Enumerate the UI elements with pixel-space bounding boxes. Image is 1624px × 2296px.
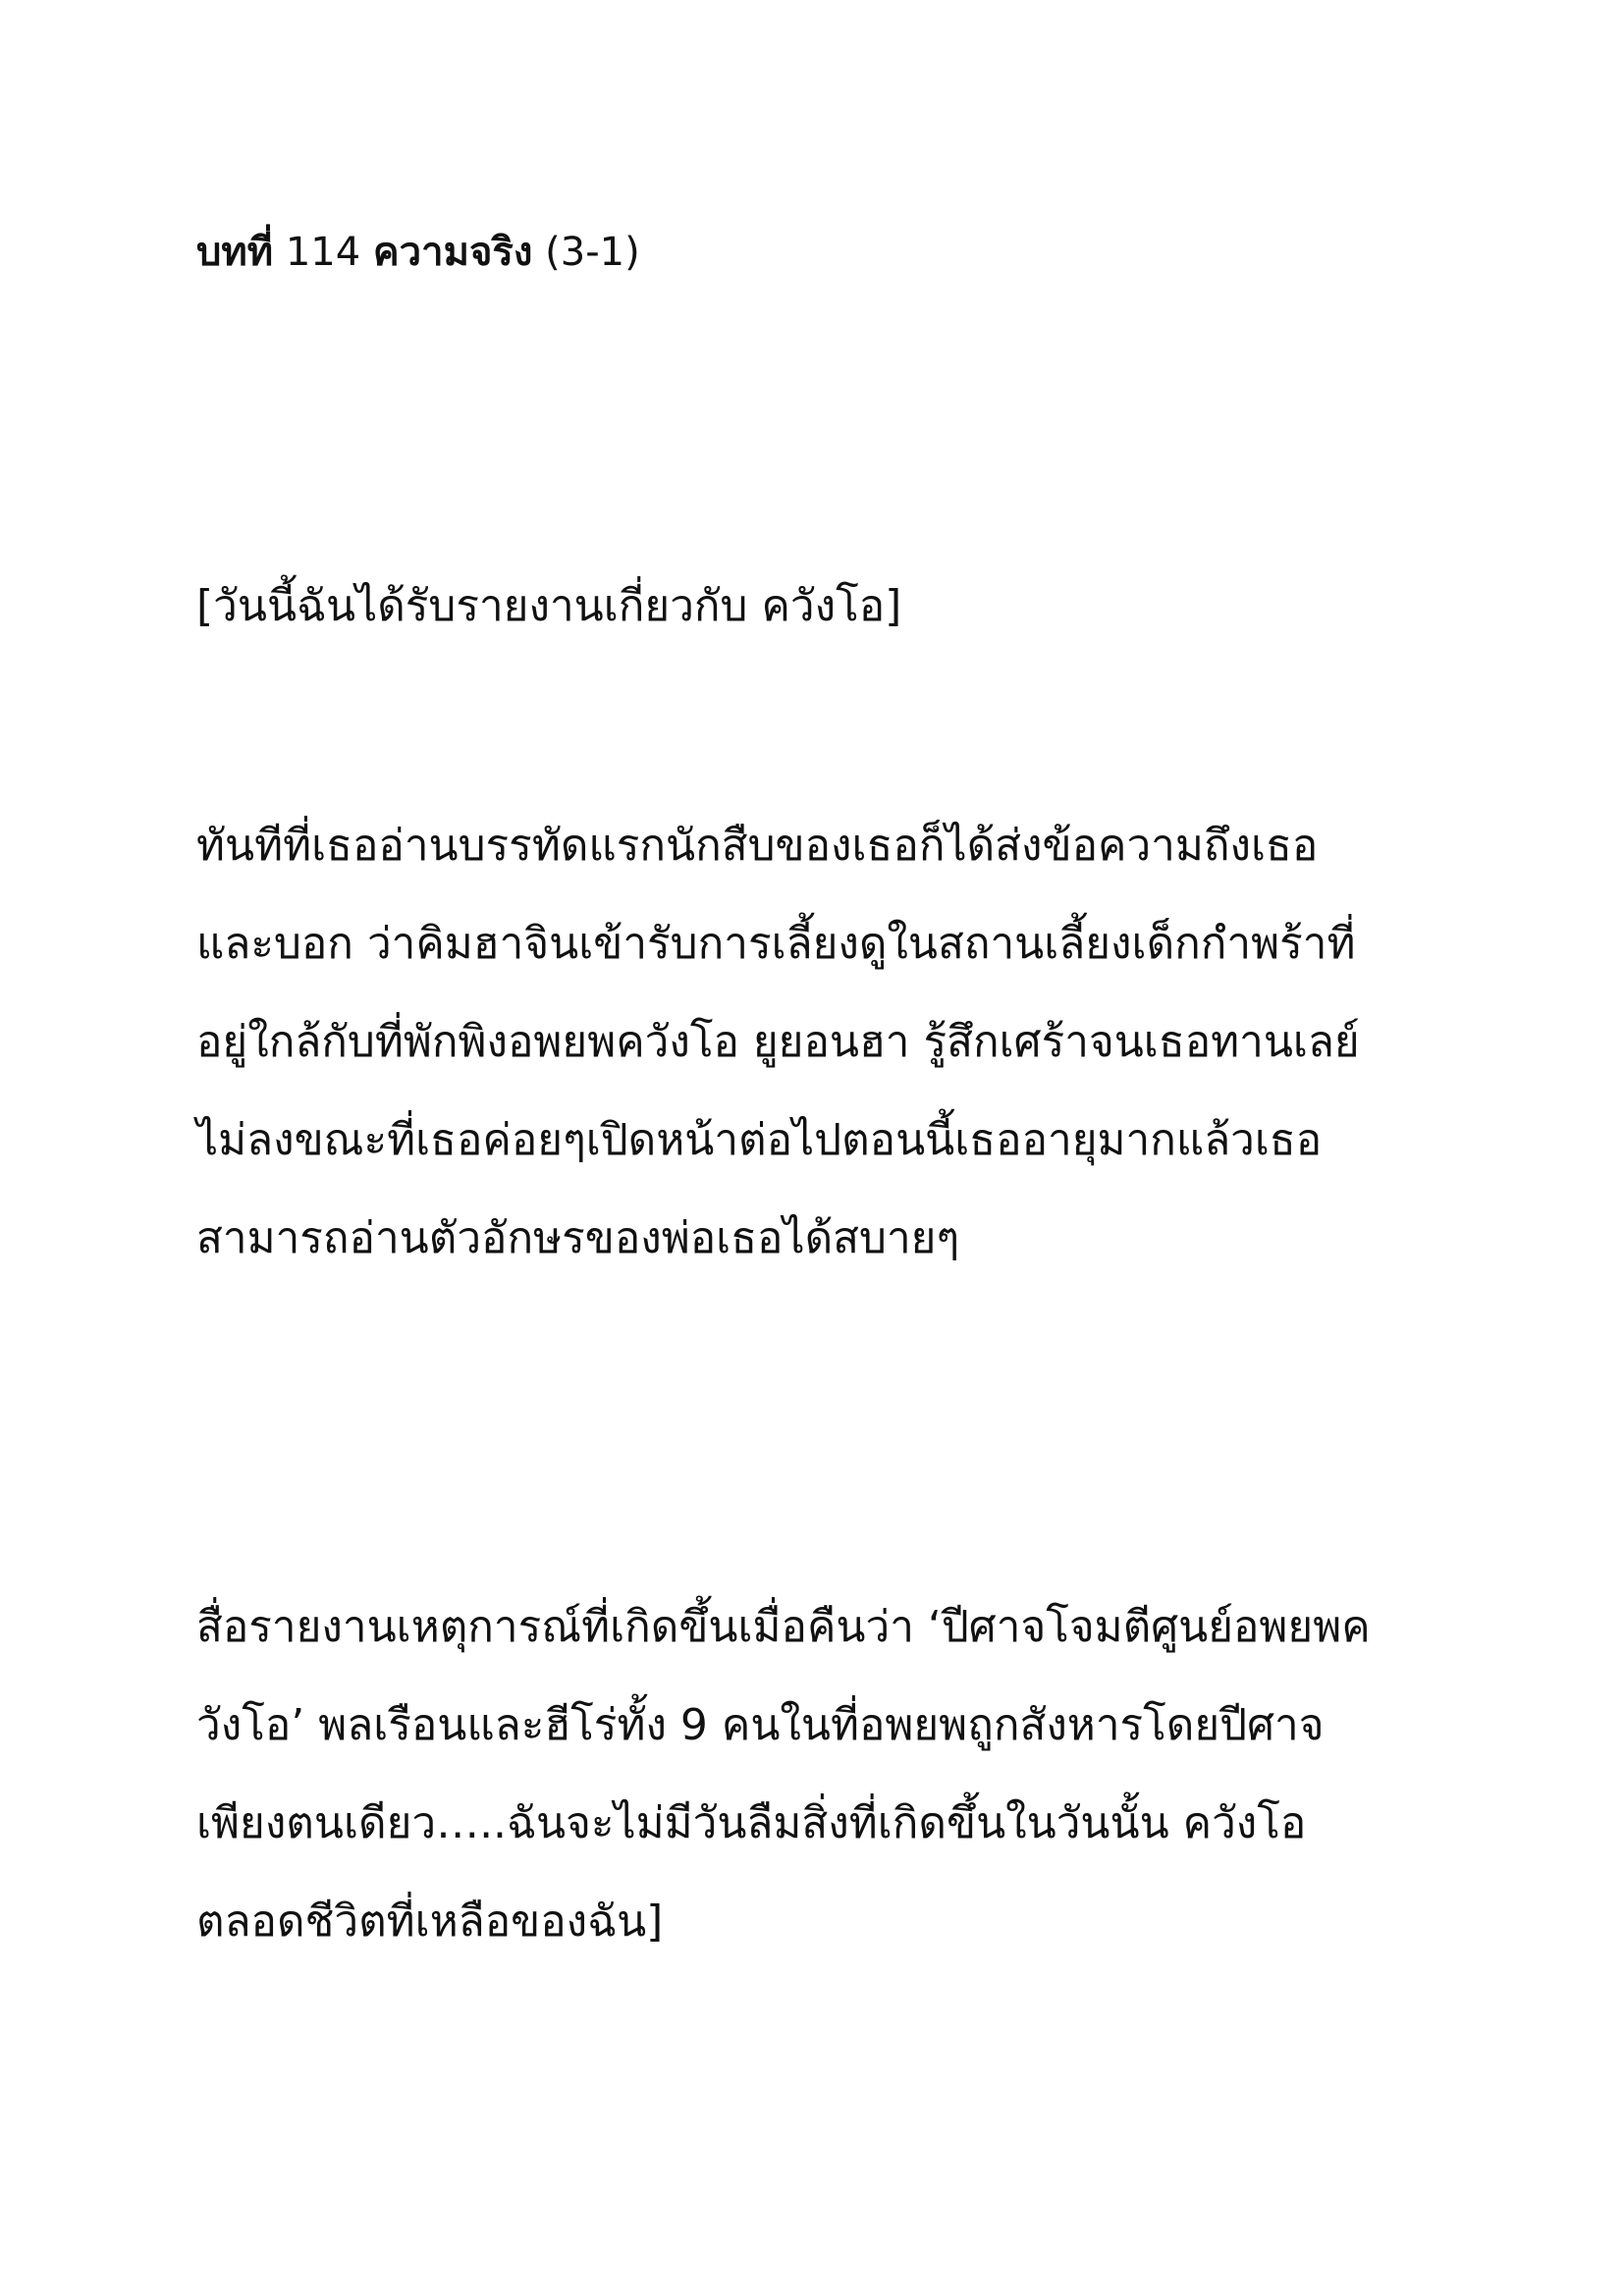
chapter-part: (3-1) (545, 230, 640, 275)
paragraph-line: ไม่ลงขณะที่เธอค่อยๆเปิดหน้าต่อไปตอนนี้เธออายุมากแล้วเธอ (196, 1115, 1323, 1165)
paragraph-line: และบอก ว่าคิมฮาจินเข้ารับการเลี้ยงดูในสถานเลี้ยงเด็กกำพร้าที่ (196, 919, 1356, 969)
paragraph-line: เพียงตนเดียว…..ฉันจะไม่มีวันลืมสิ่งที่เกิดขึ้นในวันนั้น ควังโอ (196, 1798, 1307, 1848)
paragraph-line: สามารถอ่านตัวอักษรของพ่อเธอได้สบายๆ (196, 1213, 960, 1263)
paragraph-line: ตลอดชีวิตที่เหลือของฉัน] (196, 1896, 664, 1947)
paragraph-line: วังโอ’ พลเรือนและฮีโร่ทั้ง 9 คนในที่อพยพถูกสังหารโดยปีศาจ (196, 1700, 1325, 1750)
paragraph-line: อยู่ใกล้กับที่พักพิงอพยพควังโอ ยูยอนฮา รู้สึกเศร้าจนเธอทานเลย์ (196, 1017, 1360, 1067)
paragraph-line: [วันนี้ฉันได้รับรายงานเกี่ยวกับ ควังโอ] (196, 581, 902, 631)
chapter-title (196, 218, 640, 287)
chapter-name: ความจริง (372, 230, 533, 275)
paragraph-report-intro (196, 558, 1473, 656)
paragraph-detective-message (196, 797, 1473, 1288)
paragraph-line: ทันทีที่เธออ่านบรรทัดแรกนักสืบของเธอก็ได้ส่งข้อความถึงเธอ (196, 821, 1319, 871)
paragraph-line: สื่อรายงานเหตุการณ์ที่เกิดขึ้นเมื่อคืนว่า ‘ปีศาจโจมตีศูนย์อพยพค (196, 1602, 1371, 1652)
paragraph-media-report (196, 1578, 1473, 1971)
chapter-number: 114 (285, 230, 361, 275)
chapter-prefix: บทที่ (196, 230, 274, 275)
